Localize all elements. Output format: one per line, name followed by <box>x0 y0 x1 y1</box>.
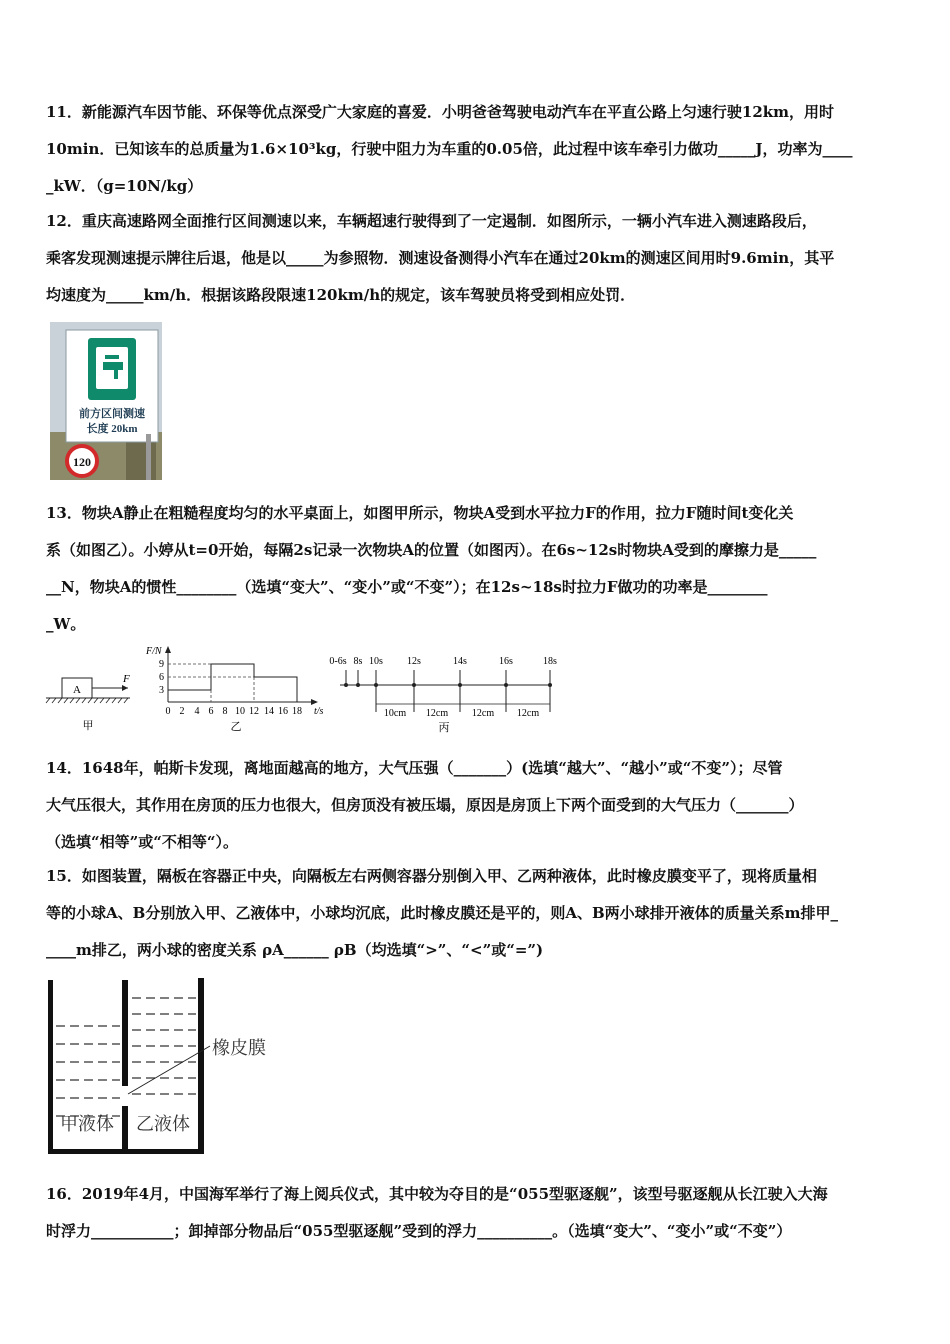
question-13-line-3: __N，物块A的惯性________（选填“变大”、“变小”或“不变”）；在12s~18s时拉力F做功的功率是________ <box>46 578 768 596</box>
y-tick-3: 3 <box>159 685 164 696</box>
x-tick-2: 2 <box>179 706 185 717</box>
question-16 <box>46 1176 906 1250</box>
figure-yi-force-time-graph <box>144 644 330 736</box>
x-tick-14: 14 <box>264 706 274 717</box>
distance-label-1: 10cm <box>383 708 407 719</box>
question-16-line-2: 时浮力___________；卸掉部分物品后“055型驱逐舰”受到的浮力__________。（选填“变大”、“变小”或“不变”） <box>46 1222 792 1240</box>
distance-label-2: 12cm <box>425 708 449 719</box>
question-15-line-1: 15．如图装置，隔板在容器正中央，向隔板左右两侧容器分别倒入甲、乙两种液体，此时橡皮膜变平了，现将质量相 <box>46 867 817 885</box>
question-15 <box>46 858 906 969</box>
question-13 <box>46 495 906 643</box>
question-12-line-1: 12．重庆高速路网全面推行区间测速以来，车辆超速行驶得到了一定遏制．如图所示，一辆小汽车进入测速路段后， <box>46 212 817 230</box>
figure-jia-block-diagram <box>44 666 140 736</box>
x-tick-10: 10 <box>235 706 245 717</box>
question-11 <box>46 94 906 205</box>
question-11-line-1: 11．新能源汽车因节能、环保等优点深受广大家庭的喜爱．小明爸爸驾驶电动汽车在平直公路上匀速行驶12km，用时 <box>46 103 835 121</box>
question-15-line-3: ____m排乙，两小球的密度关系 ρA______ ρB（均选填“>”、“<”或“=”) <box>46 941 544 959</box>
question-14-line-1: 14．1648年，帕斯卡发现，离地面越高的地方，大气压强（_______）(选填“越大”、“越小”或“不变”）；尽管 <box>46 759 783 777</box>
time-label-14s: 14s <box>453 656 467 667</box>
time-label-0-6s: 0-6s <box>329 656 347 667</box>
question-15-line-2: 等的小球A、B分别放入甲、乙液体中，小球均沉底，此时橡皮膜还是平的，则A、B两小球排开液体的质量关系m排甲_ <box>46 904 839 922</box>
question-14-line-2: 大气压很大，其作用在房顶的压力也很大，但房顶没有被压塌，原因是房顶上下两个面受到的大气压力（_______） <box>46 796 804 814</box>
membrane-label: 橡皮膜 <box>212 1038 266 1058</box>
force-label: F <box>123 673 130 685</box>
question-13-line-1: 13．物块A静止在粗糙程度均匀的水平桌面上，如图甲所示，物块A受到水平拉力F的作用，拉力F随时间t变化关 <box>46 504 794 522</box>
time-label-16s: 16s <box>499 656 513 667</box>
figure-yi-caption: 乙 <box>230 721 242 733</box>
y-tick-9: 9 <box>159 659 164 670</box>
time-label-18s: 18s <box>543 656 557 667</box>
figure-jia-caption: 甲 <box>82 720 94 732</box>
liquid-yi-label: 乙液体 <box>136 1114 190 1134</box>
x-axis-label: t/s <box>314 706 324 717</box>
question-12 <box>46 203 906 314</box>
x-tick-18: 18 <box>292 706 302 717</box>
question-11-line-3: _kW．（g=10N/kg） <box>46 177 203 195</box>
block-label: A <box>73 684 81 696</box>
distance-label-3: 12cm <box>471 708 495 719</box>
question-12-line-3: 均速度为_____km/h．根据该路段限速120km/h的规定，该车驾驶员将受到相应处罚． <box>46 286 636 304</box>
question-13-line-2: 系（如图乙）。小婷从t=0开始，每隔2s记录一次物块A的位置（如图丙）。在6s~12s时物块A受到的摩擦力是_____ <box>46 541 817 559</box>
question-11-line-2: 10min．已知该车的总质量为1.6×10³kg，行驶中阻力为车重的0.05倍，此过程中该车牵引力做功_____J，功率为____ <box>46 140 853 158</box>
container-with-membrane-diagram <box>44 974 280 1158</box>
sign-text-line-1: 前方区间测速 <box>79 408 145 420</box>
x-tick-16: 16 <box>278 706 288 717</box>
question-13-line-4: _W。 <box>46 615 86 633</box>
x-tick-8: 8 <box>222 706 228 717</box>
time-label-10s: 10s <box>369 656 383 667</box>
speed-limit-text: 120 <box>73 455 91 469</box>
figure-bing-position-record <box>326 652 566 736</box>
x-tick-0: 0 <box>165 706 171 717</box>
question-14 <box>46 750 906 861</box>
x-tick-6: 6 <box>208 706 214 717</box>
speed-camera-sign-photo <box>50 322 162 480</box>
sign-text-line-2: 长度 20km <box>86 423 138 435</box>
distance-label-4: 12cm <box>516 708 540 719</box>
y-tick-6: 6 <box>159 672 164 683</box>
figure-bing-caption: 丙 <box>438 722 450 734</box>
x-tick-4: 4 <box>194 706 200 717</box>
liquid-jia-label: 甲液体 <box>60 1114 114 1134</box>
question-12-line-2: 乘客发现测速提示牌往后退，他是以_____为参照物．测速设备测得小汽车在通过20km的测速区间用时9.6min，其平 <box>46 249 835 267</box>
question-16-line-1: 16．2019年4月，中国海军举行了海上阅兵仪式，其中较为夺目的是“055型驱逐舰”，该型号驱逐舰从长江驶入大海 <box>46 1185 828 1203</box>
x-tick-12: 12 <box>249 706 259 717</box>
question-14-line-3: （选填“相等”或“不相等“）。 <box>46 833 239 851</box>
time-label-12s: 12s <box>407 656 421 667</box>
y-axis-label: F/N <box>146 646 162 657</box>
time-label-8s: 8s <box>353 656 363 667</box>
